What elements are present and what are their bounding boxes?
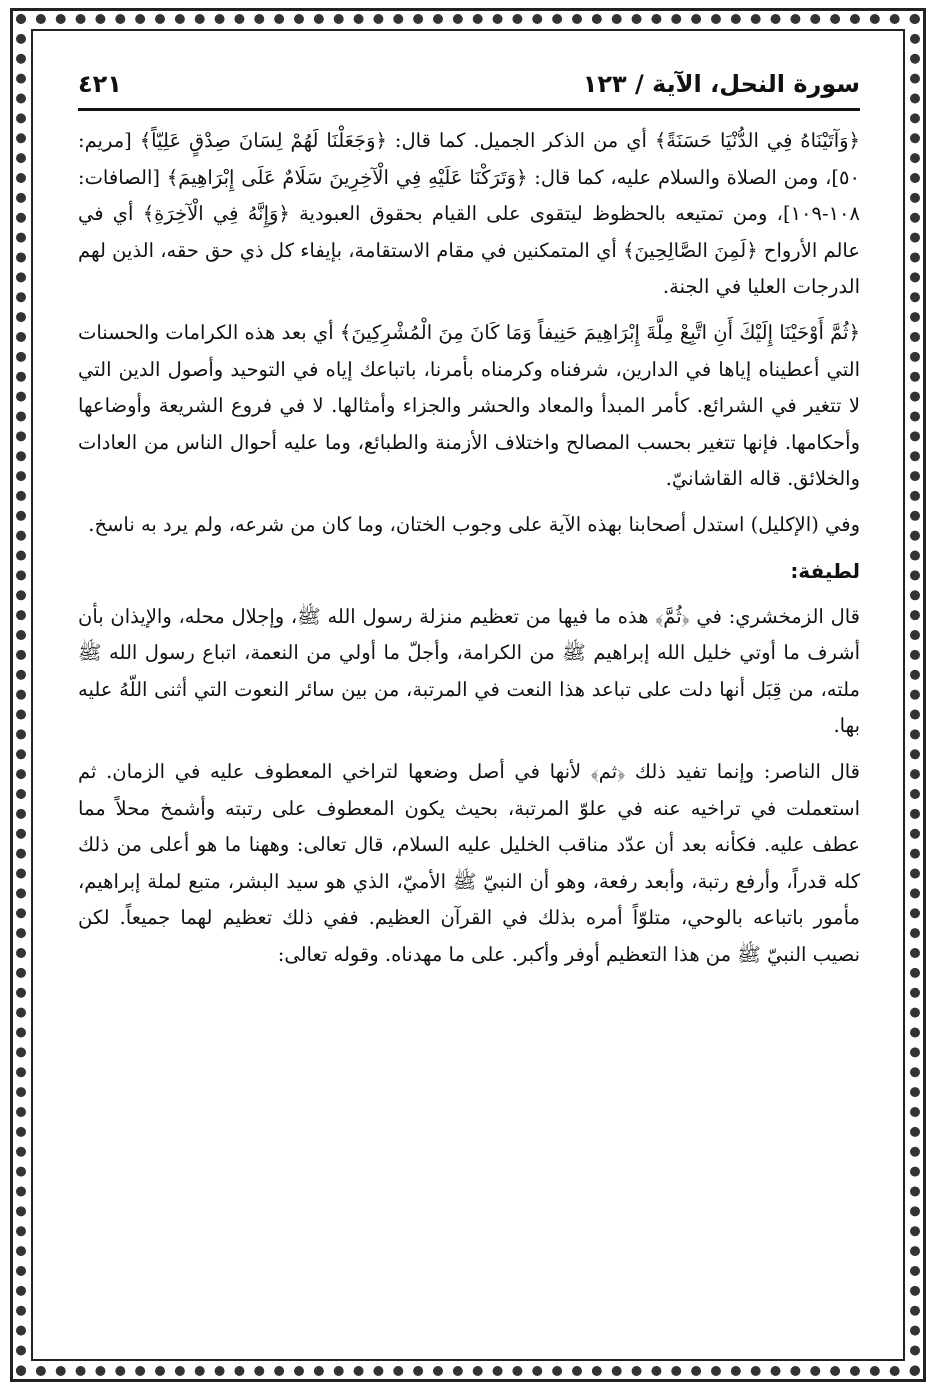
header-title: سورة النحل، الآية / ١٢٣ <box>582 70 860 98</box>
paragraph-4: قال الزمخشري: في ﴿ثُمَّ﴾ هذه ما فيها من تعظيم منزلة رسول الله ﷺ، وإجلال محله، والإيذان بأن أشرف ما أوتي خليل الله إبراهيم ﷺ من الكرامة، وأجلّ ما أولي من النعمة، اتباع رسول الله ﷺ ملته، من قِبَل أنها دلت على تباعد هذا النعت في المرتبة، من بين سائر النعوت التي أثنى اللّهُ عليه بها. <box>78 604 860 738</box>
paragraph-1: ﴿وَآتَيْنَاهُ فِي الدُّنْيَا حَسَنَةً﴾ أي من الذكر الجميل. كما قال: ﴿وَجَعَلْنَا لَهُمْ لِسَانَ صِدْقٍ عَلِيّاً﴾ [مريم: ٥٠]، ومن الصلاة والسلام عليه، كما قال: ﴿وَتَرَكْنَا عَلَيْهِ فِي الْآخِرِينَ سَلَامٌ عَلَى إِبْرَاهِيمَ﴾ [الصافات: ١٠٨-١٠٩]، ومن تمتيعه بالحظوظ ليتقوى على القيام بحقوق العبودية ﴿وَإِنَّهُ فِي الْآخِرَةِ﴾ أي في عالم الأرواح ﴿لَمِنَ الصَّالِحِينَ﴾ أي المتمكنين في مقام الاستقامة، بإيفاء كل ذي حق حقه، الذين لهم الدرجات العليا في الجنة. <box>78 129 860 299</box>
running-header <box>78 64 860 111</box>
page-content <box>78 64 860 1324</box>
section-heading: لطيفة: <box>790 558 860 583</box>
paragraph-5: قال الناصر: وإنما تفيد ذلك ﴿ثم﴾ لأنها في أصل وضعها لتراخي المعطوف عليه في الزمان. ثم استعملت في تراخيه عنه في علوّ المرتبة، بحيث يكون المعطوف على رتبته وأشمخ محلاً مما عطف عليه. فكأنه بعد أن عدّد مناقب الخليل عليه السلام، قال تعالى: وههنا ما هو أعلى من ذلك كله قدراً، وأرفع رتبة، وأبعد رفعة، وهو أن النبيّ ﷺ الأميّ، الذي هو سيد البشر، متبع لملة إبراهيم، مأمور باتباعه بالوحي، متلوّاً أمره بذلك في القرآن العظيم. ففي ذلك تعظيم لهما جميعاً. لكن نصيب النبيّ ﷺ من هذا التعظيم أوفر وأكبر. على ما مهدناه. وقوله تعالى: <box>78 759 860 966</box>
page-number: ٤٢١ <box>78 70 122 98</box>
paragraph-2: ﴿ثُمَّ أَوْحَيْنَا إِلَيْكَ أَنِ اتَّبِعْ مِلَّةَ إِبْرَاهِيمَ حَنِيفاً وَمَا كَانَ مِنَ الْمُشْرِكِينَ﴾ أي بعد هذه الكرامات والحسنات التي أعطيناه إياها في الدارين، شرفناه وكرمناه بأمرنا، باتباعك إياه في التوحيد وأصول الدين التي لا تتغير في الشرائع. كأمر المبدأ والمعاد والحشر والجزاء وأمثالها. لا في فروع الشريعة وأوضاعها وأحكامها. فإنها تتغير بحسب المصالح واختلاف الأزمنة والطبائع، وما عليه أحوال الناس من العادات والخلائق. قاله القاشانيّ. <box>78 320 860 491</box>
paragraph-3: وفي (الإكليل) استدل أصحابنا بهذه الآية على وجوب الختان، وما كان من شرعه، ولم يرد به ناسخ. <box>88 512 860 536</box>
